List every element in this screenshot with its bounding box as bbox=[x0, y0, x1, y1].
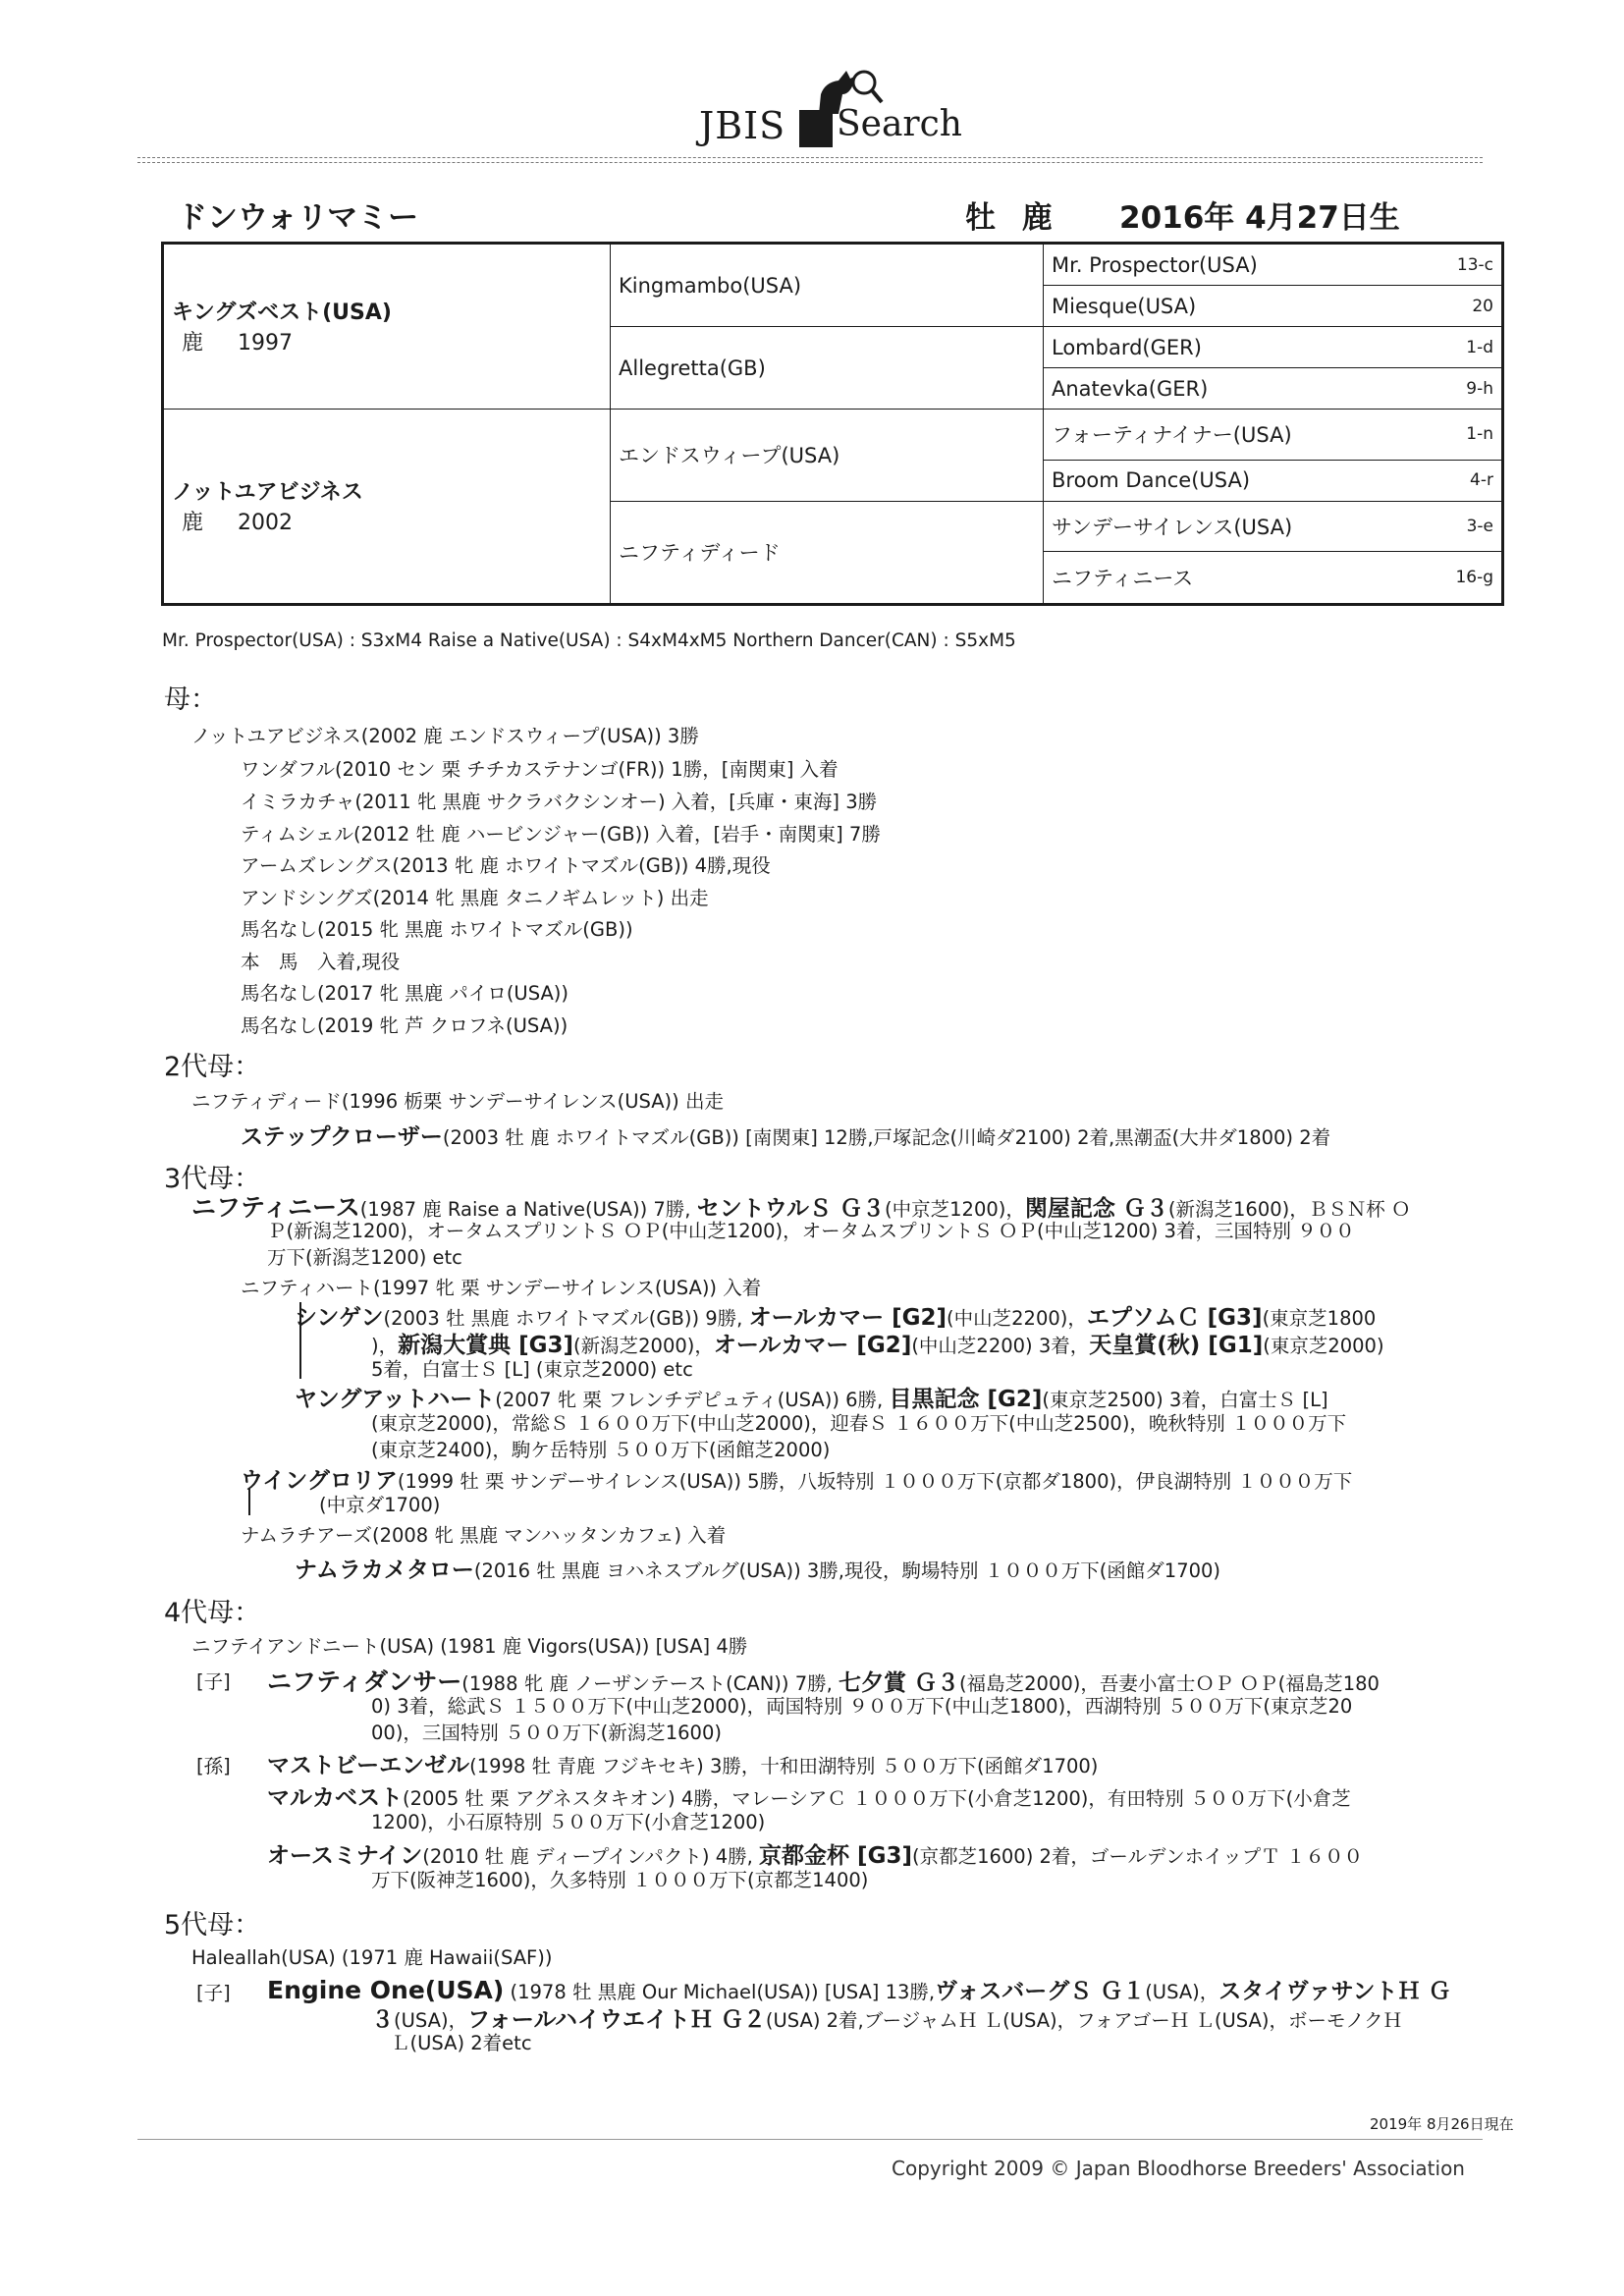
gen4-line: 0) 3着，総武Ｓ １５００万下(中山芝2000)，両国特別 ９００万下(中山芝1800)，西湖特別 ５００万下(東京芝20 bbox=[371, 1695, 1353, 1718]
section-gen3: 3代母： bbox=[164, 1164, 261, 1194]
footer-rule bbox=[137, 2139, 1483, 2140]
gen3-line: ナムラカメタロー(2016 牡 黒鹿 ヨハネスブルグ(USA)) 3勝,現役，駒場特別 １０００万下(函館ダ1700) bbox=[295, 1558, 1221, 1583]
mother-line: アームズレングス(2013 牝 鹿 ホワイトマズル(GB)) 4勝,現役 bbox=[241, 854, 771, 877]
gen2-line: ステップクローザー(2003 牡 鹿 ホワイトマズル(GB)) [南関東] 12勝,戸塚記念(川崎ダ2100) 2着,黒潮盃(大井ダ1800) 2着 bbox=[241, 1124, 1331, 1150]
pedigree-gen3-cell: Miesque(USA) 20 bbox=[1044, 286, 1503, 327]
section-gen5: 5代母： bbox=[164, 1910, 261, 1941]
dam-sire-cell: エンドスウィープ(USA) bbox=[611, 409, 1044, 501]
gen5-child-tag: [子] bbox=[196, 1982, 231, 2004]
mother-line: ティムシェル(2012 牡 鹿 ハービンジャー(GB)) 入着，[岩手・南関東] 7勝 bbox=[241, 823, 881, 846]
gen3-line: Ｐ(新潟芝1200)，オータムスプリントＳ ＯＰ(中山芝1200)，オータムスプリントＳ ＯＰ(中山芝1200) 3着，三国特別 ９００ bbox=[267, 1220, 1355, 1242]
dam-dam-cell: ニフティディード bbox=[611, 501, 1044, 604]
gen3-line: ナムラチアーズ(2008 牝 黒鹿 マンハッタンカフェ) 入着 bbox=[241, 1524, 727, 1547]
sire-sire-cell: Kingmambo(USA) bbox=[611, 244, 1044, 327]
sex-color: 牡 鹿 bbox=[965, 200, 1060, 236]
horse-name: ドンウォリマミー bbox=[177, 200, 419, 236]
sire-color-year: 鹿 1997 bbox=[182, 331, 293, 356]
gen4-line: 00)，三国特別 ５００万下(新潟芝1600) bbox=[371, 1722, 722, 1744]
dam-name: ノットユアビジネス bbox=[172, 480, 363, 506]
dam-color-year: 鹿 2002 bbox=[182, 511, 293, 536]
mother-line: イミラカチャ(2011 牝 黒鹿 サクラバクシンオー) 入着，[兵庫・東海] 3勝 bbox=[241, 791, 878, 813]
pedigree-gen3-cell: ニフティニース 16-g bbox=[1044, 552, 1503, 605]
logo-search-text: Search bbox=[837, 104, 962, 144]
pedigree-gen3-cell: Broom Dance(USA) 4-r bbox=[1044, 460, 1503, 501]
gen5-line: Ｌ(USA) 2着etc bbox=[391, 2032, 532, 2054]
section-gen2: 2代母： bbox=[164, 1052, 261, 1082]
sire-cell bbox=[163, 244, 611, 410]
mother-line: 馬名なし(2015 牝 黒鹿 ホワイトマズル(GB)) bbox=[241, 918, 633, 941]
gen3-line: (東京芝2000)，常総Ｓ １６００万下(中山芝2000)，迎春Ｓ １６００万下(中山芝2500)，晩秋特別 １０００万下 bbox=[371, 1412, 1347, 1435]
copyright: Copyright 2009 © Japan Bloodhorse Breeders' Association bbox=[892, 2157, 1465, 2180]
header-rule-top bbox=[137, 157, 1483, 158]
gen4-line: オースミナイン(2010 牡 鹿 ディープインパクト) 4勝, 京都金杯 [G3](京都芝1600) 2着，ゴールデンホイップＴ １６００ bbox=[267, 1843, 1363, 1869]
gen4-line: ニフティダンサー(1988 牝 鹿 ノーザンテースト(CAN)) 7勝, 七夕賞 Ｇ３(福島芝2000)，吾妻小富士ＯＰ ＯＰ(福島芝180 bbox=[267, 1667, 1380, 1696]
gen3-line: ニフティハート(1997 牝 栗 サンデーサイレンス(USA)) 入着 bbox=[241, 1277, 762, 1299]
as-of-date: 2019年 8月26日現在 bbox=[1370, 2115, 1514, 2133]
logo-jbis-text: JBIS bbox=[699, 104, 786, 147]
section-mother: 母： bbox=[164, 684, 217, 715]
dam-cell bbox=[163, 409, 611, 604]
mother-line: 馬名なし(2019 牝 芦 クロフネ(USA)) bbox=[241, 1014, 568, 1037]
logo-black-box bbox=[799, 110, 833, 147]
pedigree-gen3-cell: Anatevka(GER) 9-h bbox=[1044, 368, 1503, 410]
header-rule-bottom bbox=[137, 162, 1483, 163]
pedigree-gen3-cell: サンデーサイレンス(USA) 3-e bbox=[1044, 501, 1503, 552]
inbreeding-line: Mr. Prospector(USA) : S3xM4 Raise a Native(USA) : S4xM4xM5 Northern Dancer(CAN) : S5xM5 bbox=[162, 630, 1016, 651]
gen3-line: ニフティニース(1987 鹿 Raise a Native(USA)) 7勝, セントウルＳ Ｇ３(中京芝1200)，関屋記念 Ｇ３(新潟芝1600)，ＢＳＮ杯 Ｏ bbox=[191, 1193, 1411, 1222]
gen4-line: マルカベスト(2005 牡 栗 アグネスタキオン) 4勝，マレーシアＣ １０００万下(小倉芝1200)，有田特別 ５００万下(小倉芝 bbox=[267, 1785, 1351, 1811]
gen3-line: 5着，白富士Ｓ [L] (東京芝2000) etc bbox=[371, 1358, 693, 1381]
gen3-line: )，新潟大賞典 [G3](新潟芝2000)，オールカマー [G2](中山芝2200) 3着，天皇賞(秋) [G1](東京芝2000) bbox=[371, 1333, 1384, 1358]
pedigree-gen3-cell: フォーティナイナー(USA) 1-n bbox=[1044, 409, 1503, 460]
gen4-grandchild-tag: [孫] bbox=[196, 1755, 231, 1777]
mother-line: ワンダフル(2010 セン 栗 チチカステナンゴ(FR)) 1勝，[南関東] 入着 bbox=[241, 758, 839, 781]
gen4-line: 万下(阪神芝1600)，久多特別 １０００万下(京都芝1400) bbox=[371, 1869, 869, 1891]
mother-line: ノットユアビジネス(2002 鹿 エンドスウィープ(USA)) 3勝 bbox=[191, 725, 699, 747]
gen3-line: ヤングアットハート(2007 牝 栗 フレンチデピュティ(USA)) 6勝, 目黒記念 [G2](東京芝2500) 3着，白富士Ｓ [L] bbox=[295, 1387, 1328, 1412]
gen5-line: ３(USA)，フォールハイウエイトＨ Ｇ２(USA) 2着,ブージャムＨ Ｌ(USA)，フォアゴーＨ Ｌ(USA)，ボーモノクＨ bbox=[371, 2007, 1403, 2033]
gen2-line: ニフティディード(1996 栃栗 サンデーサイレンス(USA)) 出走 bbox=[191, 1090, 724, 1113]
gen3-line: シンゲン(2003 牡 黒鹿 ホワイトマズル(GB)) 9勝, オールカマー [G2](中山芝2200)，エプソムＣ [G3](東京芝1800 bbox=[295, 1305, 1377, 1331]
gen5-line: Engine One(USA) (1978 牡 黒鹿 Our Michael(USA)) [USA] 13勝,ヴォスバーグＳ Ｇ１(USA)，スタイヴァサントＨ Ｇ bbox=[267, 1976, 1451, 2004]
jbis-search-logo bbox=[668, 65, 962, 153]
sire-name: キングズベスト(USA) bbox=[172, 301, 392, 326]
gen4-child-tag: [子] bbox=[196, 1670, 231, 1693]
pedigree-gen3-cell: Lombard(GER) 1-d bbox=[1044, 327, 1503, 368]
gen4-line: マストビーエンゼル(1998 牡 青鹿 フジキセキ) 3勝，十和田湖特別 ５００万下(函館ダ1700) bbox=[267, 1753, 1099, 1778]
mother-line: アンドシングズ(2014 牝 黒鹿 タニノギムレット) 出走 bbox=[241, 887, 709, 909]
section-gen4: 4代母： bbox=[164, 1598, 261, 1628]
gen4-line: ニフテイアンドニート(USA) (1981 鹿 Vigors(USA)) [USA] 4勝 bbox=[191, 1635, 748, 1658]
gen3-line: ウイングロリア(1999 牡 栗 サンデーサイレンス(USA)) 5勝，八坂特別 １０００万下(京都ダ1800)，伊良湖特別 １０００万下 bbox=[241, 1468, 1353, 1494]
gen3-line: (中京ダ1700) bbox=[319, 1494, 441, 1516]
pedigree-table bbox=[161, 242, 1504, 606]
gen3-line: (東京芝2400)，駒ケ岳特別 ５００万下(函館芝2000) bbox=[371, 1439, 831, 1461]
sire-dam-cell: Allegretta(GB) bbox=[611, 327, 1044, 410]
gen4-line: 1200)，小石原特別 ５００万下(小倉芝1200) bbox=[371, 1811, 766, 1833]
gen5-line: Haleallah(USA) (1971 鹿 Hawaii(SAF)) bbox=[191, 1946, 553, 1969]
birth-date: 2016年 4月27日生 bbox=[1119, 200, 1400, 236]
pedigree-gen3-cell: Mr. Prospector(USA) 13-c bbox=[1044, 244, 1503, 286]
mother-line: 本 馬 入着,現役 bbox=[241, 951, 401, 973]
gen3-line: 万下(新潟芝1200) etc bbox=[267, 1246, 462, 1269]
mother-line: 馬名なし(2017 牝 黒鹿 パイロ(USA)) bbox=[241, 982, 569, 1005]
